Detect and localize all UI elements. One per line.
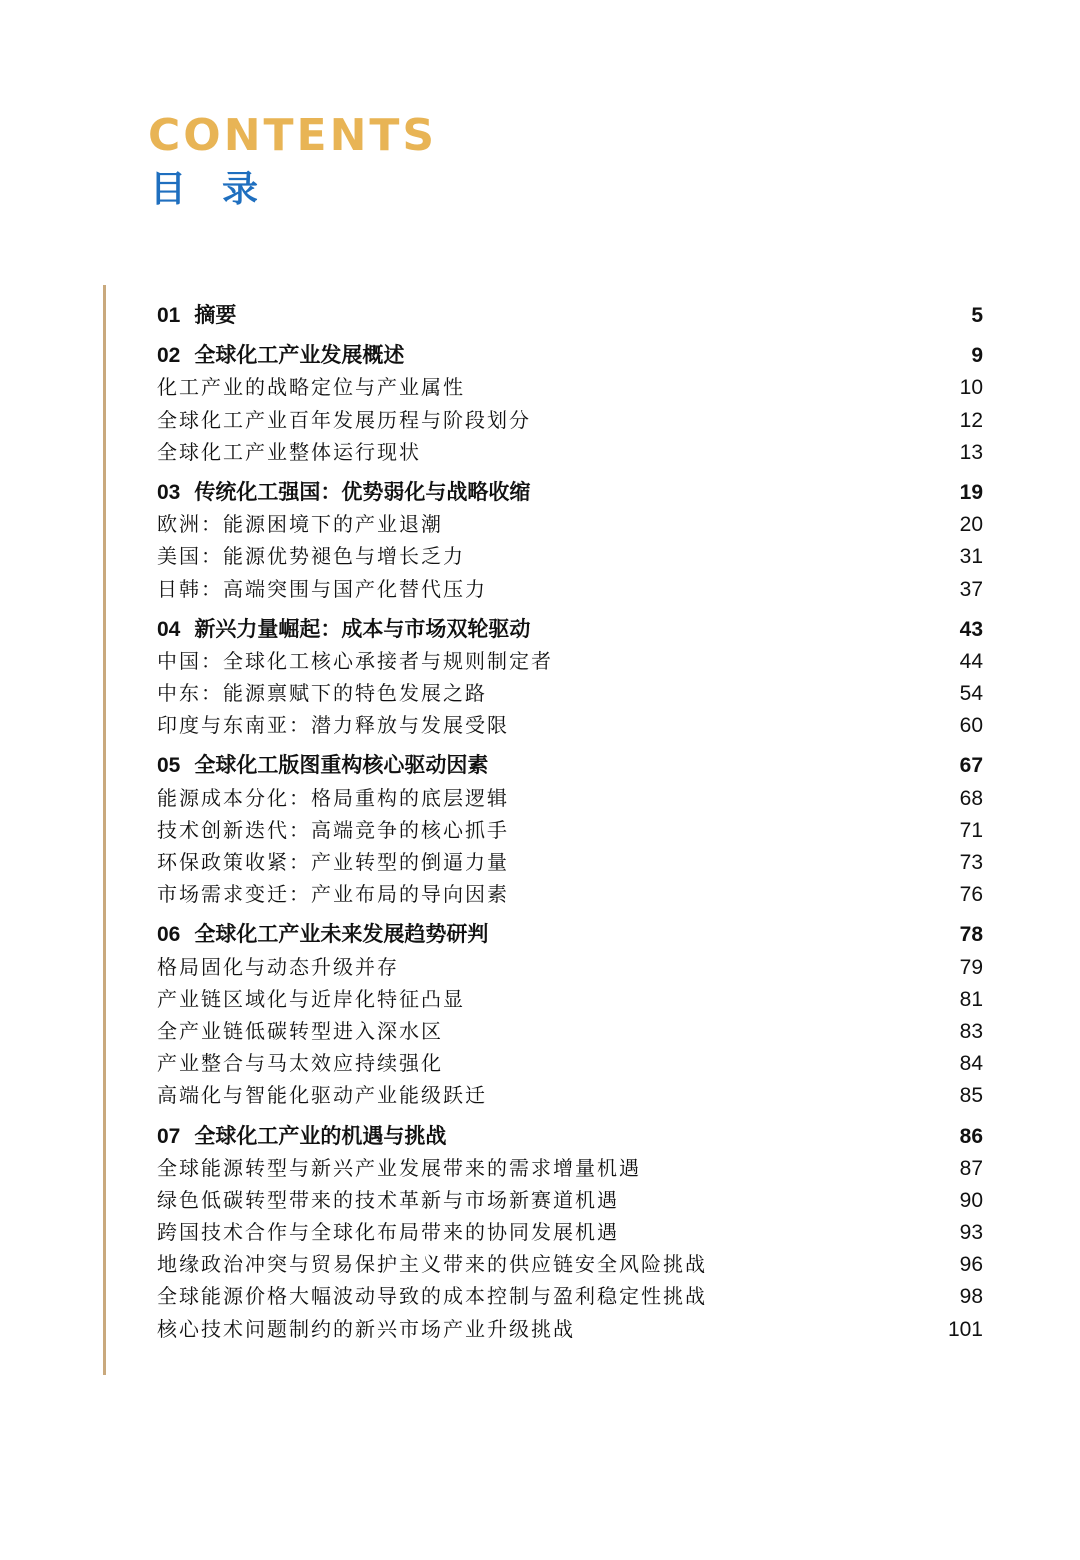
toc-entry-title: 核心技术问题制约的新兴市场产业升级挑战	[157, 1316, 575, 1341]
toc-entry-page-number: 60	[959, 714, 983, 738]
toc-entry-page-number: 79	[959, 955, 983, 979]
toc-section-title: 新兴力量崛起：成本与市场双轮驱动	[194, 616, 531, 641]
toc-section-number: 01	[157, 304, 181, 327]
toc-entry-row[interactable]	[157, 709, 983, 741]
toc-section-row[interactable]	[157, 1120, 983, 1152]
toc-entry-title: 印度与东南亚：潜力释放与发展受限	[157, 713, 509, 738]
toc-entry-title: 全球能源转型与新兴产业发展带来的需求增量机遇	[157, 1155, 641, 1180]
toc-entry-row[interactable]	[157, 573, 983, 605]
toc-entry-page-number: 90	[959, 1188, 983, 1212]
toc-entry-title: 技术创新迭代：高端竞争的核心抓手	[157, 817, 509, 842]
toc-section-heading	[157, 613, 530, 646]
toc-entry-page-number: 76	[959, 883, 983, 907]
toc-entry-title: 全球化工产业整体运行现状	[157, 439, 421, 464]
toc-section-number: 02	[157, 344, 181, 368]
toc-section-number: 04	[157, 617, 181, 641]
toc-entry-page-number: 84	[959, 1052, 983, 1076]
toc-entry-title: 环保政策收紧：产业转型的倒逼力量	[157, 850, 509, 874]
toc-entry-row[interactable]	[157, 1280, 983, 1312]
toc-entry-title: 欧洲：能源困境下的产业退潮	[157, 512, 443, 537]
toc-entry-title: 中东：能源禀赋下的特色发展之路	[157, 681, 487, 706]
toc-entry-page-number: 10	[959, 376, 983, 400]
toc-section	[157, 476, 983, 605]
toc-entry-title: 全球化工产业百年发展历程与阶段划分	[157, 407, 531, 432]
toc-entry-row[interactable]	[157, 1047, 983, 1079]
toc-entry-row[interactable]	[157, 645, 983, 677]
toc-section	[157, 299, 983, 331]
toc-entry-title: 跨国技术合作与全球化布局带来的协同发展机遇	[157, 1220, 619, 1245]
toc-entry-page-number: 68	[959, 786, 983, 810]
toc-section	[157, 1120, 983, 1345]
toc-entry-title: 产业整合与马太效应持续强化	[157, 1051, 443, 1076]
toc-section-heading	[157, 1120, 446, 1153]
toc-entry-page-number: 37	[959, 577, 983, 601]
toc-entry-row[interactable]	[157, 983, 983, 1015]
toc-section-row[interactable]	[157, 299, 983, 331]
toc-section-row[interactable]	[157, 613, 983, 645]
toc-section-number: 07	[157, 1124, 181, 1148]
toc-entry-page-number: 73	[959, 851, 983, 874]
toc-entry-title: 格局固化与动态升级并存	[157, 954, 399, 979]
toc-entry-title: 地缘政治冲突与贸易保护主义带来的供应链安全风险挑战	[157, 1252, 707, 1277]
table-of-contents	[157, 299, 983, 1353]
toc-section-row[interactable]	[157, 476, 983, 508]
toc-entry-row[interactable]	[157, 878, 983, 910]
toc-section-page-number: 43	[959, 617, 983, 641]
toc-section-page-number: 86	[959, 1124, 983, 1148]
toc-entry-title: 能源成本分化：格局重构的底层逻辑	[157, 785, 509, 810]
toc-entry-row[interactable]	[157, 1248, 983, 1280]
toc-section-page-number: 9	[971, 344, 983, 368]
toc-section-title: 摘要	[194, 303, 237, 327]
toc-entry-row[interactable]	[157, 371, 983, 403]
toc-entry-page-number: 54	[959, 682, 983, 706]
toc-entry-page-number: 20	[959, 513, 983, 537]
toc-entry-row[interactable]	[157, 782, 983, 814]
toc-entry-title: 绿色低碳转型带来的技术革新与市场新赛道机遇	[157, 1187, 619, 1212]
toc-section-page-number: 67	[959, 754, 983, 778]
toc-entry-row[interactable]	[157, 814, 983, 846]
toc-entry-row[interactable]	[157, 1015, 983, 1047]
toc-entry-title: 美国：能源优势褪色与增长乏力	[157, 544, 465, 569]
toc-entry-row[interactable]	[157, 1184, 983, 1216]
toc-section-title: 全球化工版图重构核心驱动因素	[194, 753, 489, 778]
toc-entry-page-number: 71	[959, 818, 983, 842]
toc-entry-page-number: 87	[959, 1156, 983, 1180]
toc-entry-row[interactable]	[157, 1313, 983, 1345]
toc-entry-title: 产业链区域化与近岸化特征凸显	[157, 986, 465, 1011]
toc-section-heading	[157, 339, 404, 372]
toc-section-title: 全球化工产业未来发展趋势研判	[194, 922, 489, 947]
toc-entry-row[interactable]	[157, 404, 983, 436]
toc-section-title: 全球化工产业的机遇与挑战	[194, 1123, 447, 1148]
toc-section-row[interactable]	[157, 339, 983, 371]
toc-entry-title: 中国：全球化工核心承接者与规则制定者	[157, 648, 553, 673]
toc-section-heading	[157, 299, 236, 332]
toc-entry-page-number: 98	[959, 1285, 983, 1309]
toc-section	[157, 918, 983, 1111]
toc-section	[157, 339, 983, 468]
toc-entry-page-number: 13	[959, 440, 983, 464]
toc-section-number: 05	[157, 754, 181, 778]
toc-entry-title: 全产业链低碳转型进入深水区	[157, 1018, 443, 1043]
toc-section-page-number: 5	[971, 304, 983, 327]
toc-entry-page-number: 31	[959, 545, 983, 569]
toc-entry-row[interactable]	[157, 677, 983, 709]
toc-section-page-number: 78	[959, 923, 983, 947]
toc-entry-row[interactable]	[157, 540, 983, 572]
toc-entry-title: 全球能源价格大幅波动导致的成本控制与盈利稳定性挑战	[157, 1284, 707, 1309]
toc-entry-row[interactable]	[157, 951, 983, 983]
toc-entry-page-number: 44	[959, 649, 983, 673]
toc-section-page-number: 19	[959, 480, 983, 504]
toc-entry-page-number: 81	[959, 987, 983, 1011]
toc-section-title: 传统化工强国：优势弱化与战略收缩	[194, 479, 531, 504]
toc-section-heading	[157, 476, 530, 509]
toc-heading-cn: 目 录	[150, 169, 259, 210]
contents-heading: CONTENTS	[148, 110, 438, 161]
toc-section-heading	[157, 918, 488, 951]
toc-entry-page-number: 101	[947, 1317, 983, 1341]
toc-section-heading	[157, 749, 488, 782]
toc-entry-title: 高端化与智能化驱动产业能级跃迁	[157, 1083, 487, 1108]
toc-entry-title: 市场需求变迁：产业布局的导向因素	[157, 882, 509, 907]
accent-divider-bar	[103, 285, 106, 1375]
toc-entry-page-number: 93	[959, 1221, 983, 1245]
toc-entry-row[interactable]	[157, 1079, 983, 1111]
toc-entry-page-number: 12	[959, 408, 983, 432]
toc-entry-page-number: 85	[959, 1084, 983, 1108]
toc-entry-row[interactable]	[157, 846, 983, 878]
toc-entry-title: 日韩：高端突围与国产化替代压力	[157, 576, 487, 601]
toc-section-row[interactable]	[157, 749, 983, 781]
toc-entry-row[interactable]	[157, 508, 983, 540]
toc-section	[157, 749, 983, 910]
toc-entry-row[interactable]	[157, 1216, 983, 1248]
toc-section-number: 03	[157, 480, 181, 504]
toc-entry-title: 化工产业的战略定位与产业属性	[157, 375, 465, 400]
toc-section-row[interactable]	[157, 918, 983, 950]
toc-entry-row[interactable]	[157, 1152, 983, 1184]
toc-entry-row[interactable]	[157, 436, 983, 468]
toc-entry-page-number: 83	[959, 1019, 983, 1043]
toc-entry-page-number: 96	[959, 1253, 983, 1277]
toc-section	[157, 613, 983, 742]
toc-section-number: 06	[157, 923, 181, 947]
toc-section-title: 全球化工产业发展概述	[194, 343, 405, 368]
